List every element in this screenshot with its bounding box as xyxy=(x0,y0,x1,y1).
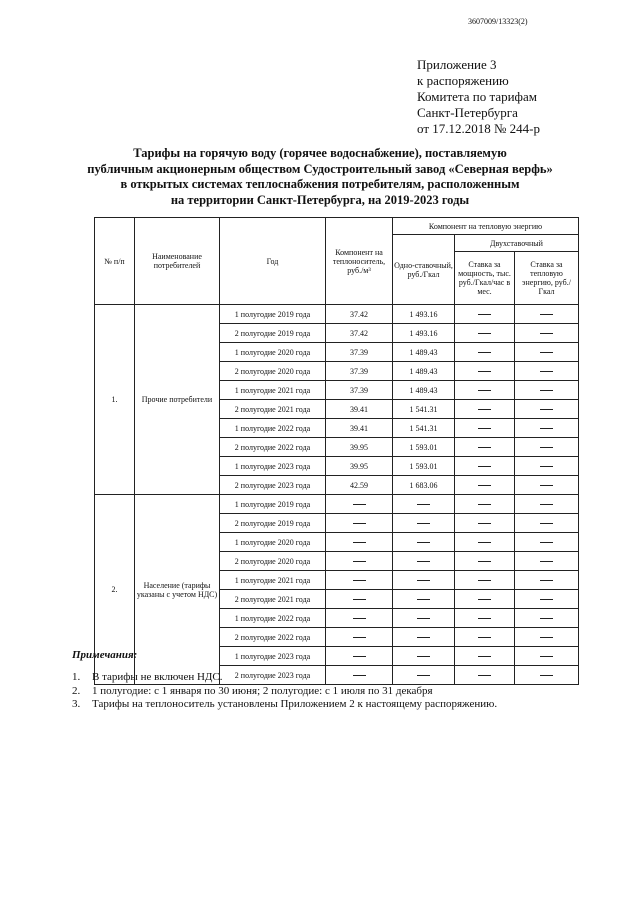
energy-rate-cell xyxy=(515,305,579,324)
dash-mark xyxy=(353,504,366,505)
energy-rate-cell xyxy=(515,590,579,609)
capacity-rate-cell xyxy=(455,590,515,609)
capacity-rate-cell xyxy=(455,381,515,400)
dash-mark xyxy=(353,599,366,600)
appendix-line: к распоряжению xyxy=(417,73,509,88)
dash-mark xyxy=(540,333,553,334)
dash-mark xyxy=(478,409,491,410)
carrier-value-cell: 39.95 xyxy=(326,457,393,476)
dash-mark xyxy=(540,637,553,638)
carrier-value-cell: 37.42 xyxy=(326,324,393,343)
carrier-value-cell xyxy=(326,495,393,514)
single-rate-cell: 1 593.01 xyxy=(393,438,455,457)
capacity-rate-cell xyxy=(455,514,515,533)
dash-mark xyxy=(417,656,430,657)
appendix-line: Комитета по тарифам xyxy=(417,89,537,104)
header-two-rate: Двухставочный xyxy=(455,235,579,252)
header-carrier: Компонент на теплоноситель, руб./м³ xyxy=(326,218,393,305)
energy-rate-cell xyxy=(515,552,579,571)
carrier-value-cell xyxy=(326,590,393,609)
capacity-rate-cell xyxy=(455,362,515,381)
dash-mark xyxy=(417,523,430,524)
dash-mark xyxy=(540,542,553,543)
dash-mark xyxy=(417,561,430,562)
dash-mark xyxy=(353,523,366,524)
note-text: В тарифы не включен НДС. xyxy=(92,671,223,683)
capacity-rate-cell xyxy=(455,628,515,647)
dash-mark xyxy=(417,599,430,600)
dash-mark xyxy=(478,314,491,315)
capacity-rate-cell xyxy=(455,438,515,457)
single-rate-cell xyxy=(393,533,455,552)
table-row xyxy=(95,495,579,514)
period-cell: 2 полугодие 2020 года xyxy=(220,362,326,381)
dash-mark xyxy=(540,580,553,581)
dash-mark xyxy=(353,561,366,562)
single-rate-cell xyxy=(393,552,455,571)
header-energy-rate: Ставка за тепловую энергию, руб./Гкал xyxy=(515,252,579,305)
note-number: 1. xyxy=(72,671,81,683)
dash-mark xyxy=(417,637,430,638)
title-line: в открытых системах теплоснабжения потребителям, расположенным xyxy=(120,177,520,191)
dash-mark xyxy=(540,485,553,486)
energy-rate-cell xyxy=(515,400,579,419)
capacity-rate-cell xyxy=(455,609,515,628)
carrier-value-cell: 37.39 xyxy=(326,343,393,362)
carrier-value-cell: 37.39 xyxy=(326,381,393,400)
dash-mark xyxy=(478,504,491,505)
dash-mark xyxy=(540,428,553,429)
single-rate-cell: 1 489.43 xyxy=(393,362,455,381)
capacity-rate-cell xyxy=(455,324,515,343)
dash-mark xyxy=(540,447,553,448)
dash-mark xyxy=(540,352,553,353)
dash-mark xyxy=(353,656,366,657)
dash-mark xyxy=(353,580,366,581)
dash-mark xyxy=(478,485,491,486)
dash-mark xyxy=(540,466,553,467)
carrier-value-cell xyxy=(326,571,393,590)
appendix-line: Приложение 3 xyxy=(417,57,497,72)
notes-list xyxy=(72,671,497,712)
period-cell: 2 полугодие 2021 года xyxy=(220,590,326,609)
energy-rate-cell xyxy=(515,457,579,476)
period-cell: 1 полугодие 2022 года xyxy=(220,419,326,438)
period-cell: 1 полугодие 2020 года xyxy=(220,533,326,552)
energy-rate-cell xyxy=(515,571,579,590)
note-item xyxy=(72,685,497,699)
capacity-rate-cell xyxy=(455,533,515,552)
capacity-rate-cell xyxy=(455,495,515,514)
note-number: 3. xyxy=(72,698,81,710)
energy-rate-cell xyxy=(515,647,579,666)
dash-mark xyxy=(478,656,491,657)
dash-mark xyxy=(417,542,430,543)
appendix-block xyxy=(417,57,540,137)
period-cell: 1 полугодие 2019 года xyxy=(220,305,326,324)
carrier-value-cell: 37.39 xyxy=(326,362,393,381)
header-consumer: Наименование потребителей xyxy=(135,218,220,305)
energy-rate-cell xyxy=(515,495,579,514)
energy-rate-cell xyxy=(515,381,579,400)
dash-mark xyxy=(478,618,491,619)
single-rate-cell: 1 593.01 xyxy=(393,457,455,476)
single-rate-cell: 1 541.31 xyxy=(393,400,455,419)
dash-mark xyxy=(417,618,430,619)
dash-mark xyxy=(478,542,491,543)
carrier-value-cell: 39.95 xyxy=(326,438,393,457)
single-rate-cell: 1 493.16 xyxy=(393,305,455,324)
capacity-rate-cell xyxy=(455,419,515,438)
single-rate-cell xyxy=(393,571,455,590)
period-cell: 1 полугодие 2022 года xyxy=(220,609,326,628)
table-body xyxy=(95,305,579,685)
header-energy: Компонент на тепловую энергию xyxy=(393,218,579,235)
energy-rate-cell xyxy=(515,362,579,381)
dash-mark xyxy=(478,390,491,391)
dash-mark xyxy=(540,314,553,315)
note-item xyxy=(72,698,497,712)
dash-mark xyxy=(478,428,491,429)
single-rate-cell: 1 489.43 xyxy=(393,381,455,400)
carrier-value-cell xyxy=(326,552,393,571)
period-cell: 2 полугодие 2019 года xyxy=(220,514,326,533)
notes-title: Примечания: xyxy=(72,649,138,661)
carrier-value-cell xyxy=(326,628,393,647)
period-cell: 2 полугодие 2019 года xyxy=(220,324,326,343)
dash-mark xyxy=(478,580,491,581)
single-rate-cell: 1 493.16 xyxy=(393,324,455,343)
period-cell: 2 полугодие 2023 года xyxy=(220,666,326,685)
row-number: 2. xyxy=(95,495,135,685)
dash-mark xyxy=(540,675,553,676)
single-rate-cell xyxy=(393,590,455,609)
dash-mark xyxy=(540,523,553,524)
carrier-value-cell xyxy=(326,533,393,552)
period-cell: 2 полугодие 2020 года xyxy=(220,552,326,571)
note-number: 2. xyxy=(72,684,81,697)
title-line: публичным акционерным обществом Судостроительный завод «Северная верфь» xyxy=(87,161,553,176)
carrier-value-cell: 42.59 xyxy=(326,476,393,495)
capacity-rate-cell xyxy=(455,400,515,419)
carrier-value-cell xyxy=(326,647,393,666)
table-row xyxy=(95,305,579,324)
single-rate-cell: 1 541.31 xyxy=(393,419,455,438)
dash-mark xyxy=(478,466,491,467)
dash-mark xyxy=(540,656,553,657)
single-rate-cell xyxy=(393,495,455,514)
capacity-rate-cell xyxy=(455,647,515,666)
dash-mark xyxy=(540,504,553,505)
single-rate-cell xyxy=(393,647,455,666)
dash-mark xyxy=(478,333,491,334)
energy-rate-cell xyxy=(515,476,579,495)
carrier-value-cell xyxy=(326,514,393,533)
carrier-value-cell: 39.41 xyxy=(326,419,393,438)
dash-mark xyxy=(540,599,553,600)
energy-rate-cell xyxy=(515,343,579,362)
single-rate-cell xyxy=(393,628,455,647)
dash-mark xyxy=(478,352,491,353)
row-number: 1. xyxy=(95,305,135,495)
carrier-value-cell: 37.42 xyxy=(326,305,393,324)
consumer-name: Население (тарифы указаны с учетом НДС) xyxy=(135,495,220,685)
dash-mark xyxy=(540,618,553,619)
header-num: № п/п xyxy=(95,218,135,305)
appendix-line: от 17.12.2018 № 244-р xyxy=(417,121,540,136)
table-header xyxy=(95,218,579,305)
energy-rate-cell xyxy=(515,666,579,685)
title-line: на территории Санкт-Петербурга, на 2019-2023 годы xyxy=(170,192,470,207)
dash-mark xyxy=(478,637,491,638)
single-rate-cell: 1 489.43 xyxy=(393,343,455,362)
capacity-rate-cell xyxy=(455,343,515,362)
tariff-table xyxy=(94,217,579,685)
period-cell: 2 полугодие 2023 года xyxy=(220,476,326,495)
header-year: Год xyxy=(220,218,326,305)
dash-mark xyxy=(540,371,553,372)
single-rate-cell xyxy=(393,514,455,533)
dash-mark xyxy=(478,523,491,524)
energy-rate-cell xyxy=(515,419,579,438)
period-cell: 1 полугодие 2021 года xyxy=(220,571,326,590)
note-item xyxy=(72,671,497,685)
dash-mark xyxy=(540,390,553,391)
dash-mark xyxy=(417,580,430,581)
dash-mark xyxy=(417,504,430,505)
header-single-rate: Одно-ставочный, руб./Гкал xyxy=(393,235,455,305)
dash-mark xyxy=(478,599,491,600)
carrier-value-cell: 39.41 xyxy=(326,400,393,419)
document-title xyxy=(60,146,580,208)
single-rate-cell xyxy=(393,609,455,628)
energy-rate-cell xyxy=(515,514,579,533)
dash-mark xyxy=(478,447,491,448)
period-cell: 2 полугодие 2021 года xyxy=(220,400,326,419)
energy-rate-cell xyxy=(515,533,579,552)
energy-rate-cell xyxy=(515,609,579,628)
appendix-line: Санкт-Петербурга xyxy=(417,105,518,120)
header-capacity-rate: Ставка за мощность, тыс. руб./Гкал/час в мес. xyxy=(455,252,515,305)
energy-rate-cell xyxy=(515,438,579,457)
dash-mark xyxy=(353,637,366,638)
period-cell: 1 полугодие 2021 года xyxy=(220,381,326,400)
document-number: 3607009/13323(2) xyxy=(468,17,528,26)
carrier-value-cell xyxy=(326,609,393,628)
period-cell: 1 полугодие 2023 года xyxy=(220,457,326,476)
consumer-name: Прочие потребители xyxy=(135,305,220,495)
dash-mark xyxy=(540,561,553,562)
note-text: Тарифы на теплоноситель установлены Приложением 2 к настоящему распоряжению. xyxy=(92,698,498,710)
single-rate-cell: 1 683.06 xyxy=(393,476,455,495)
energy-rate-cell xyxy=(515,628,579,647)
period-cell: 2 полугодие 2022 года xyxy=(220,438,326,457)
capacity-rate-cell xyxy=(455,571,515,590)
capacity-rate-cell xyxy=(455,476,515,495)
dash-mark xyxy=(353,542,366,543)
dash-mark xyxy=(540,409,553,410)
capacity-rate-cell xyxy=(455,552,515,571)
dash-mark xyxy=(478,561,491,562)
dash-mark xyxy=(478,371,491,372)
capacity-rate-cell xyxy=(455,305,515,324)
period-cell: 2 полугодие 2022 года xyxy=(220,628,326,647)
period-cell: 1 полугодие 2020 года xyxy=(220,343,326,362)
period-cell: 1 полугодие 2019 года xyxy=(220,495,326,514)
dash-mark xyxy=(353,618,366,619)
note-text: 1 полугодие: с 1 января по 30 июня; 2 полугодие: с 1 июля по 31 декабря xyxy=(92,684,433,697)
capacity-rate-cell xyxy=(455,457,515,476)
title-line: Тарифы на горячую воду (горячее водоснабжение), поставляемую xyxy=(133,146,507,160)
period-cell: 1 полугодие 2023 года xyxy=(220,647,326,666)
energy-rate-cell xyxy=(515,324,579,343)
